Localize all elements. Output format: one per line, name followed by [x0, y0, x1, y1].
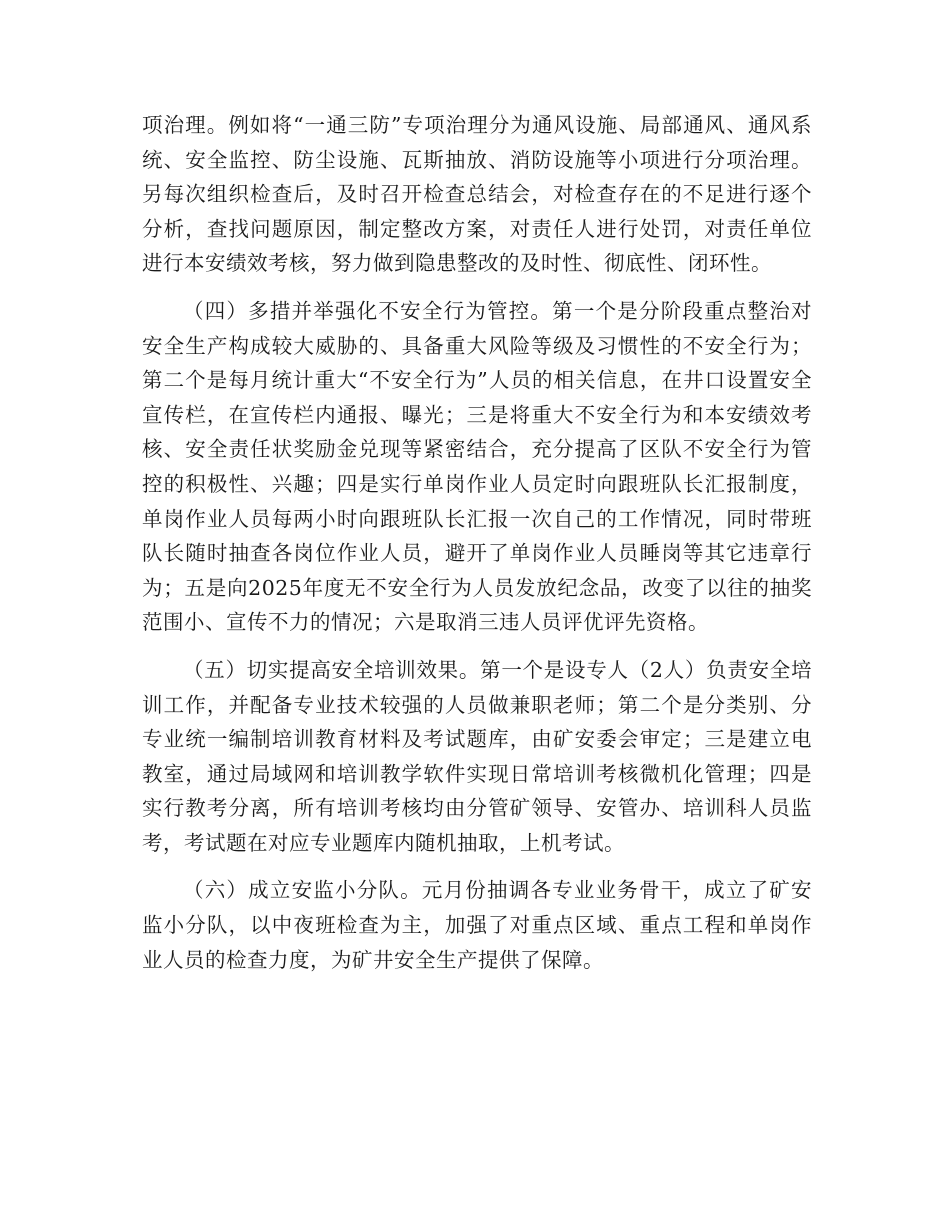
paragraph-unsafe-behavior-control: （四）多措并举强化不安全行为管控。第一个是分阶段重点整治对安全生产构成较大威胁的、具备重大风险等级及习惯性的不安全行为；第二个是每月统计重大“不安全行为”人员的相关信息，在井口设置安全宣传栏，在宣传栏内通报、曝光；三是将重大不安全行为和本安绩效考核、安全责任状奖励金兑现等紧密结合，充分提高了区队不安全行为管控的积极性、兴趣；四是实行单岗作业人员定时向跟班队长汇报制度，单岗作业人员每两小时向跟班队长汇报一次自己的工作情况，同时带班队长随时抽查各岗位作业人员，避开了单岗作业人员睡岗等其它违章行为；五是向2025年度无不安全行为人员发放纪念品，改变了以往的抽奖范围小、宣传不力的情况；六是取消三违人员评优评先资格。: [142, 298, 812, 635]
paragraph-continuation: 项治理。例如将“一通三防”专项治理分为通风设施、局部通风、通风系统、安全监控、防尘设施、瓦斯抽放、消防设施等小项进行分项治理。另每次组织检查后，及时召开检查总结会，对检查存在的不足进行逐个分析，查找问题原因，制定整改方案，对责任人进行处罚，对责任单位进行本安绩效考核，努力做到隐患整改的及时性、彻底性、闭环性。: [142, 113, 812, 276]
paragraph-safety-inspection-team: （六）成立安监小分队。元月份抽调各专业业务骨干，成立了矿安监小分队，以中夜班检查为主，加强了对重点区域、重点工程和单岗作业人员的检查力度，为矿井安全生产提供了保障。: [142, 878, 812, 972]
document-body: [142, 108, 812, 977]
paragraph-safety-training: （五）切实提高安全培训效果。第一个是设专人（2人）负责安全培训工作，并配备专业技术较强的人员做兼职老师；第二个是分类别、分专业统一编制培训教育材料及考试题库，由矿安委会审定；三是建立电教室，通过局域网和培训教学软件实现日常培训考核微机化管理；四是实行教考分离，所有培训考核均由分管矿领导、安管办、培训科人员监考，考试题在对应专业题库内随机抽取，上机考试。: [142, 657, 812, 855]
